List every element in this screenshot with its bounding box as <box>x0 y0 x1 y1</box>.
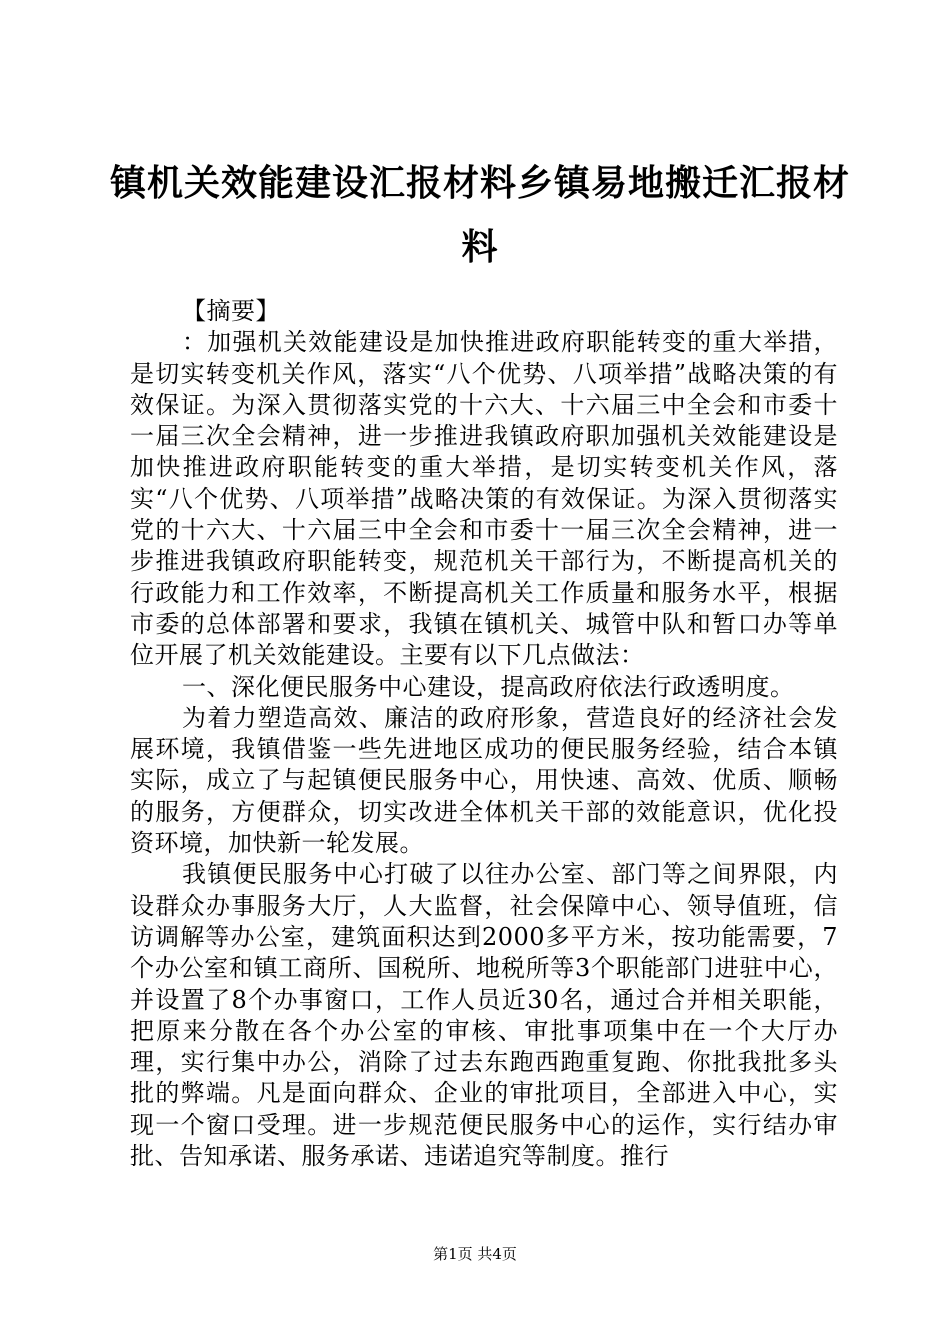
abstract-label: 【摘要】 <box>182 297 280 325</box>
document-body <box>130 296 838 1172</box>
section-heading-1: 一、深化便民服务中心建设，提高政府依法行政透明度。 <box>182 672 795 701</box>
body-paragraph-2: 我镇便民服务中心打破了以往办公室、部门等之间界限，内设群众办事服务大厅，人大监督，社会保障中心、领导值班，信访调解等办公室，建筑面积达到2000多平方米，按功能需要，7个办公室和镇工商所、国税所、地税所等3个职能部门进驻中心，并设置了8个办事窗口，工作人员近30名，通过合并相关职能，把原来分散在各个办公室的审核、审批事项集中在一个大厅办理，实行集中办公，消除了过去东跑西跑重复跑、你批我批多头批的弊端。凡是面向群众、企业的审批项目，全部进入中心，实现一个窗口受理。进一步规范便民服务中心的运作，实行结办审批、告知承诺、服务承诺、违诺追究等制度。推行 <box>130 860 838 1171</box>
abstract-paragraph: ：加强机关效能建设是加快推进政府职能转变的重大举措，是切实转变机关作风，落实“八个优势、八项举措”战略决策的有效保证。为深入贯彻落实党的十六大、十六届三中全会和市委十一届三次全会精神，进一步推进我镇政府职加强机关效能建设是加快推进政府职能转变的重大举措，是切实转变机关作风，落实“八个优势、八项举措”战略决策的有效保证。为深入贯彻落实党的十六大、十六届三中全会和市委十一届三次全会精神，进一步推进我镇政府职能转变，规范机关干部行为，不断提高机关的行政能力和工作效率，不断提高机关工作质量和服务水平，根据市委的总体部署和要求，我镇在镇机关、城管中队和暂口办等单位开展了机关效能建设。主要有以下几点做法： <box>130 328 838 670</box>
document-title: 镇机关效能建设汇报材料乡镇易地搬迁汇报材料 <box>110 163 851 268</box>
body-paragraph-1: 为着力塑造高效、廉洁的政府形象，营造良好的经济社会发展环境，我镇借鉴一些先进地区成功的便民服务经验，结合本镇实际，成立了与起镇便民服务中心，用快速、高效、优质、顺畅的服务，方便群众，切实改进全体机关干部的效能意识，优化投资环境，加快新一轮发展。 <box>130 703 838 858</box>
page-footer: 第1页 共4页 <box>433 1245 517 1263</box>
